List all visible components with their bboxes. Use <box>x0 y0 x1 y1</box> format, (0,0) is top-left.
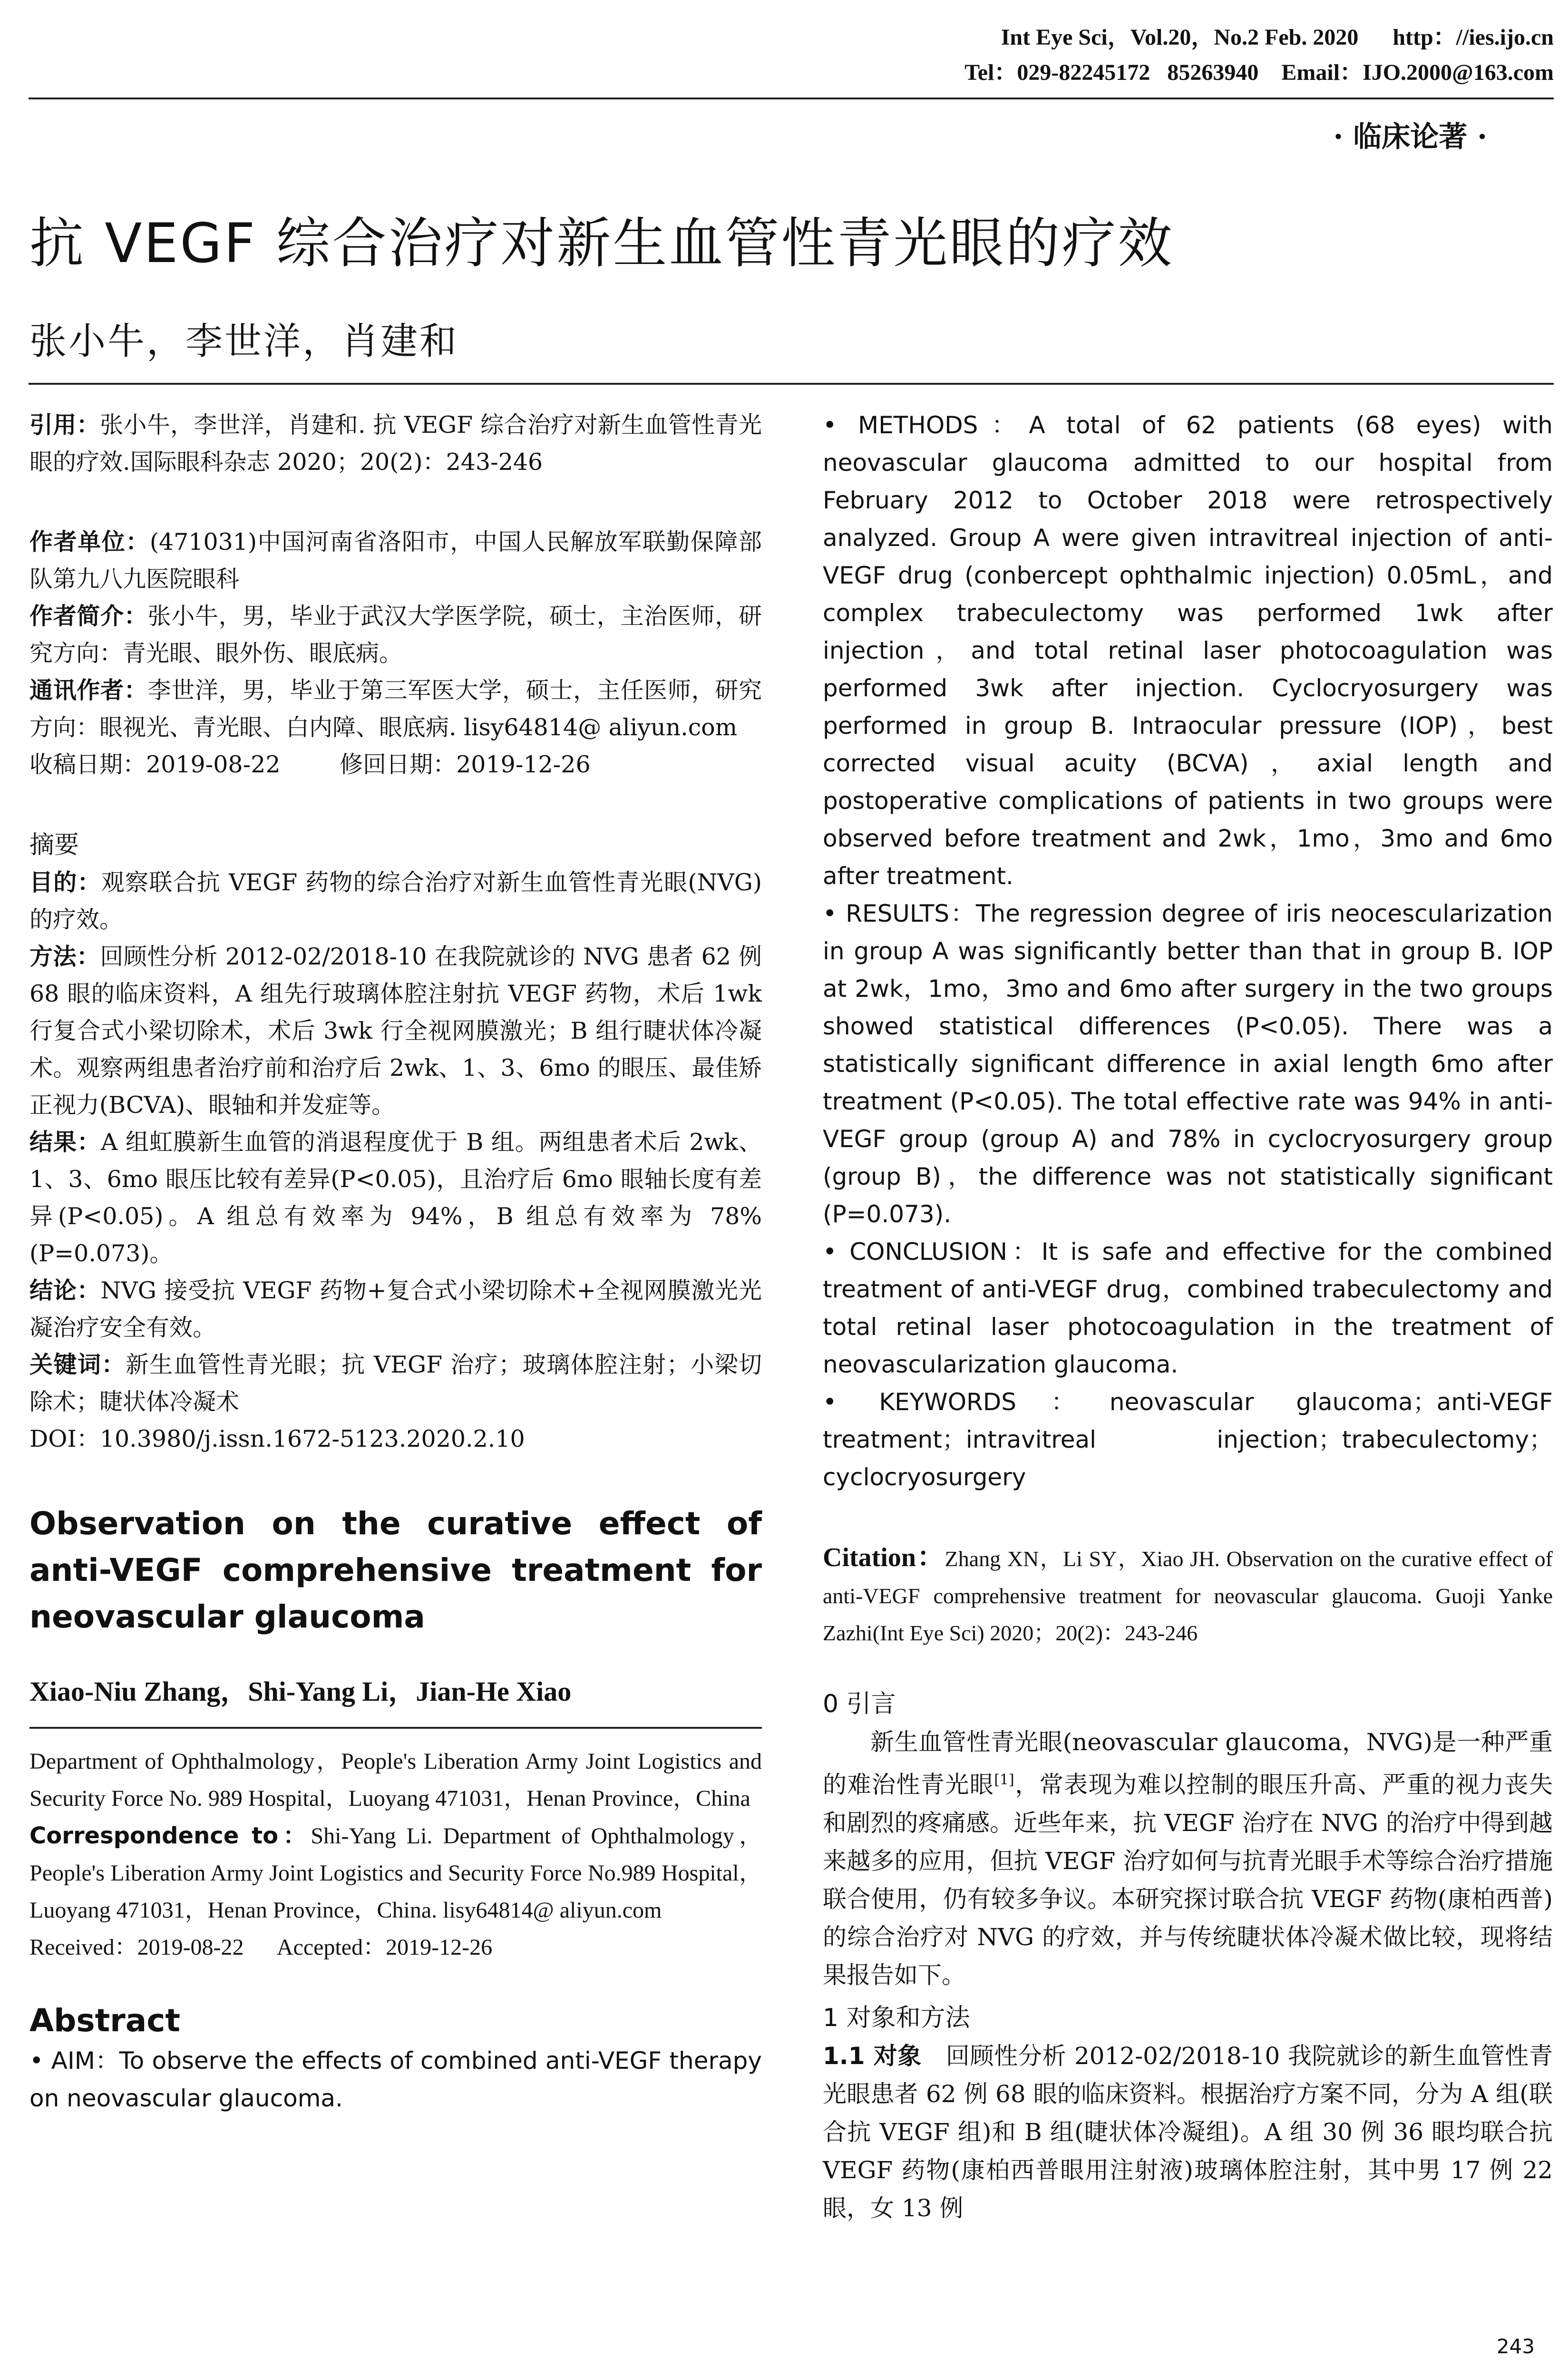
keywords-label: 关键词： <box>29 1351 126 1378</box>
corr-label: 通讯作者： <box>29 677 148 704</box>
intro-paragraph <box>823 1723 1553 1994</box>
abstract-aim-en: • AIM：To observe the effects of combined anti-VEGF therapy on neovascular glaucoma. <box>29 2047 762 2112</box>
bio-label: 作者简介： <box>29 603 148 630</box>
corr-text: 李世洋，男，毕业于第三军医大学，硕士，主任医师，研究方向：眼视光、青光眼、白内障、眼底病. lisy64814@ aliyun.com <box>29 677 762 741</box>
affil-text: (471031)中国河南省洛阳市，中国人民解放军联勤保障部队第九八九医院眼科 <box>29 528 762 593</box>
citation-en <box>823 1539 1553 1652</box>
intro-text-a: 新生血管性青光眼(neovascular glaucoma，NVG)是一种严重的难治性青光眼 <box>823 1728 1553 1799</box>
received-dates-en: Received：2019-08-22 Accepted：2019-12-26 <box>29 1935 493 1960</box>
left-column <box>29 407 762 2117</box>
abstract-keywords-en: • KEYWORDS：neovascular glaucoma；anti-VEGF treatment；intravitreal injection；trabeculectomy；cyclocryosurgery <box>823 1388 1553 1491</box>
abstract-results-en: • RESULTS：The regression degree of iris neocescularization in group A was significantly better than that in group B. IOP at 2wk，1mo，3mo and 6mo after surgery in the two groups showed statistical differences (P<0.05). There was a statistically significant difference in axial length 6mo after treatment (P<0.05). The total effective rate was 94% in anti-VEGF group (group A) and 78% in cyclocryosurgery group (group B)，the difference was not statistically significant (P=0.073). <box>823 900 1553 1228</box>
abstract-conclusion-en: • CONCLUSION：It is safe and effective for the combined treatment of anti-VEGF drug，combined trabeculectomy and total retinal laser photocoagulation in the treatment of neovascularization glaucoma. <box>823 1238 1553 1378</box>
section-1-heading: 1 对象和方法 <box>823 2003 970 2032</box>
methods-label: 方法： <box>29 943 100 970</box>
affiliation-en: Department of Ophthalmology，People's Liberation Army Joint Logistics and Security Force No. 989 Hospital，Luoyang 471031，Henan Province，China <box>29 1749 762 1811</box>
journal-header <box>840 20 1554 90</box>
abstract-heading-cn: 摘要 <box>29 831 79 859</box>
correspondence-en <box>29 1817 762 1929</box>
author-info <box>29 524 762 783</box>
section-0-heading: 0 引言 <box>823 1690 896 1718</box>
citation-en-label: Citation： <box>823 1543 945 1572</box>
intro-text-b: ，常表现为难以控制的眼压升高、严重的视力丧失和剧烈的疼痛感。近些年来，抗 VEGF 治疗在 NVG 的治疗中得到越来越多的应用，但抗 VEGF 治疗如何与抗青光眼手术等综合治疗措施联合使用，仍有较多争议。本研究探讨联合抗 VEGF 药物(康柏西普)的综合治疗对 NVG 的疗效，并与传统睫状体冷凝术做比较，现将结果报告如下。 <box>823 1771 1553 1989</box>
page-number: 243 <box>1496 2335 1535 2358</box>
methods-text: 回顾性分析 2012-02/2018-10 在我院就诊的 NVG 患者 62 例 68 眼的临床资料，A 组先行玻璃体腔注射抗 VEGF 药物，术后 1wk 行复合式小梁切除术，术后 3wk 行全视网膜激光；B 组行睫状体冷凝术。观察两组患者治疗前和治疗后 2wk、1、3、6mo 的眼压、最佳矫正视力(BCVA)、眼轴和并发症等。 <box>29 943 762 1119</box>
doi: DOI：10.3980/j.issn.1672-5123.2020.2.10 <box>29 1425 525 1452</box>
authors-cn: 张小牛，李世洋，肖建和 <box>29 320 459 363</box>
authors-rule <box>29 1727 762 1729</box>
right-column <box>823 407 1553 2227</box>
reference-1[interactable]: [1] <box>994 1772 1014 1788</box>
subsection-1-1-label: 1.1 对象 <box>823 2042 922 2070</box>
citation-cn-text: 张小牛，李世洋，肖建和. 抗 VEGF 综合治疗对新生血管性青光眼的疗效.国际眼科杂志 2020；20(2)：243-246 <box>29 411 762 476</box>
header-line-1: Int Eye Sci，Vol.20，No.2 Feb. 2020 http：//ies.ijo.cn <box>1001 25 1554 50</box>
correspondence-en-text: Shi-Yang Li. Department of Ophthalmology，People's Liberation Army Joint Logistics and Security Force No.989 Hospital，Luoyang 471031，Henan Province，China. lisy64814@ aliyun.com <box>29 1823 762 1923</box>
title-rule <box>29 383 1554 385</box>
aim-text: 观察联合抗 VEGF 药物的综合治疗对新生血管性青光眼(NVG)的疗效。 <box>29 869 762 933</box>
citation-cn-label: 引用： <box>29 411 100 438</box>
conclusion-label: 结论： <box>29 1277 101 1304</box>
header-line-2: Tel：029-82245172 85263940 Email：IJO.2000@163.com <box>964 60 1554 85</box>
header-rule <box>29 97 1554 99</box>
abstract-heading-en: Abstract <box>29 2002 180 2039</box>
abstract-cn <box>29 864 762 1458</box>
article-title-cn: 抗 VEGF 综合治疗对新生血管性青光眼的疗效 <box>29 212 1174 275</box>
correspondence-en-label: Correspondence to： <box>29 1822 311 1849</box>
keywords-text: 新生血管性青光眼；抗 VEGF 治疗；玻璃体腔注射；小梁切除术；睫状体冷凝术 <box>29 1351 762 1415</box>
section-tag: · 临床论著 · <box>1333 120 1487 154</box>
aim-label: 目的： <box>29 869 101 896</box>
citation-en-text: Zhang XN，Li SY，Xiao JH. Observation on the curative effect of anti-VEGF comprehensive treatment for neovascular glaucoma. Guoji Yanke Zazhi(Int Eye Sci) 2020；20(2)：243-246 <box>823 1547 1553 1645</box>
bio-text: 张小牛，男，毕业于武汉大学医学院，硕士，主治医师，研究方向：青光眼、眼外伤、眼底病。 <box>29 603 762 667</box>
citation-cn <box>29 407 762 481</box>
received-dates-cn: 收稿日期：2019-08-22 修回日期：2019-12-26 <box>29 751 591 778</box>
conclusion-text: NVG 接受抗 VEGF 药物+复合式小梁切除术+全视网膜激光光凝治疗安全有效。 <box>29 1277 762 1341</box>
authors-en: Xiao-Niu Zhang，Shi-Yang Li，Jian-He Xiao <box>29 1676 572 1707</box>
affil-label: 作者单位： <box>29 528 150 555</box>
subsection-1-1-text: 回顾性分析 2012-02/2018-10 我院就诊的新生血管性青光眼患者 62 例 68 眼的临床资料。根据治疗方案不同，分为 A 组(联合抗 VEGF 组)和 B 组(睫状体冷凝组)。A 组 30 例 36 眼均联合抗 VEGF 药物(康柏西普眼用注射液)玻璃体腔注射，其中男 17 例 22 眼，女 13 例 <box>823 2042 1553 2222</box>
subsection-1-1 <box>823 2037 1553 2227</box>
results-label: 结果： <box>29 1129 101 1156</box>
article-title-en: Observation on the curative effect of anti-VEGF comprehensive treatment for neovascular glaucoma <box>29 1505 762 1635</box>
abstract-methods-en: • METHODS：A total of 62 patients (68 eyes) with neovascular glaucoma admitted to our hospital from February 2012 to October 2018 were retrospectively analyzed. Group A were given intravitreal injection of anti-VEGF drug (conbercept ophthalmic injection) 0.05mL，and complex trabeculectomy was performed 1wk after injection，and total retinal laser photocoagulation was performed 3wk after injection. Cyclocryosurgery was performed in group B. Intraocular pressure (IOP)，best corrected visual acuity (BCVA)，axial length and postoperative complications of patients in two groups were observed before treatment and 2wk，1mo，3mo and 6mo after treatment. <box>823 411 1553 890</box>
results-text: A 组虹膜新生血管的消退程度优于 B 组。两组患者术后 2wk、1、3、6mo 眼压比较有差异(P<0.05)，且治疗后 6mo 眼轴长度有差异(P<0.05)。A 组总有效率为 94%，B 组总有效率为 78%(P=0.073)。 <box>29 1129 762 1267</box>
